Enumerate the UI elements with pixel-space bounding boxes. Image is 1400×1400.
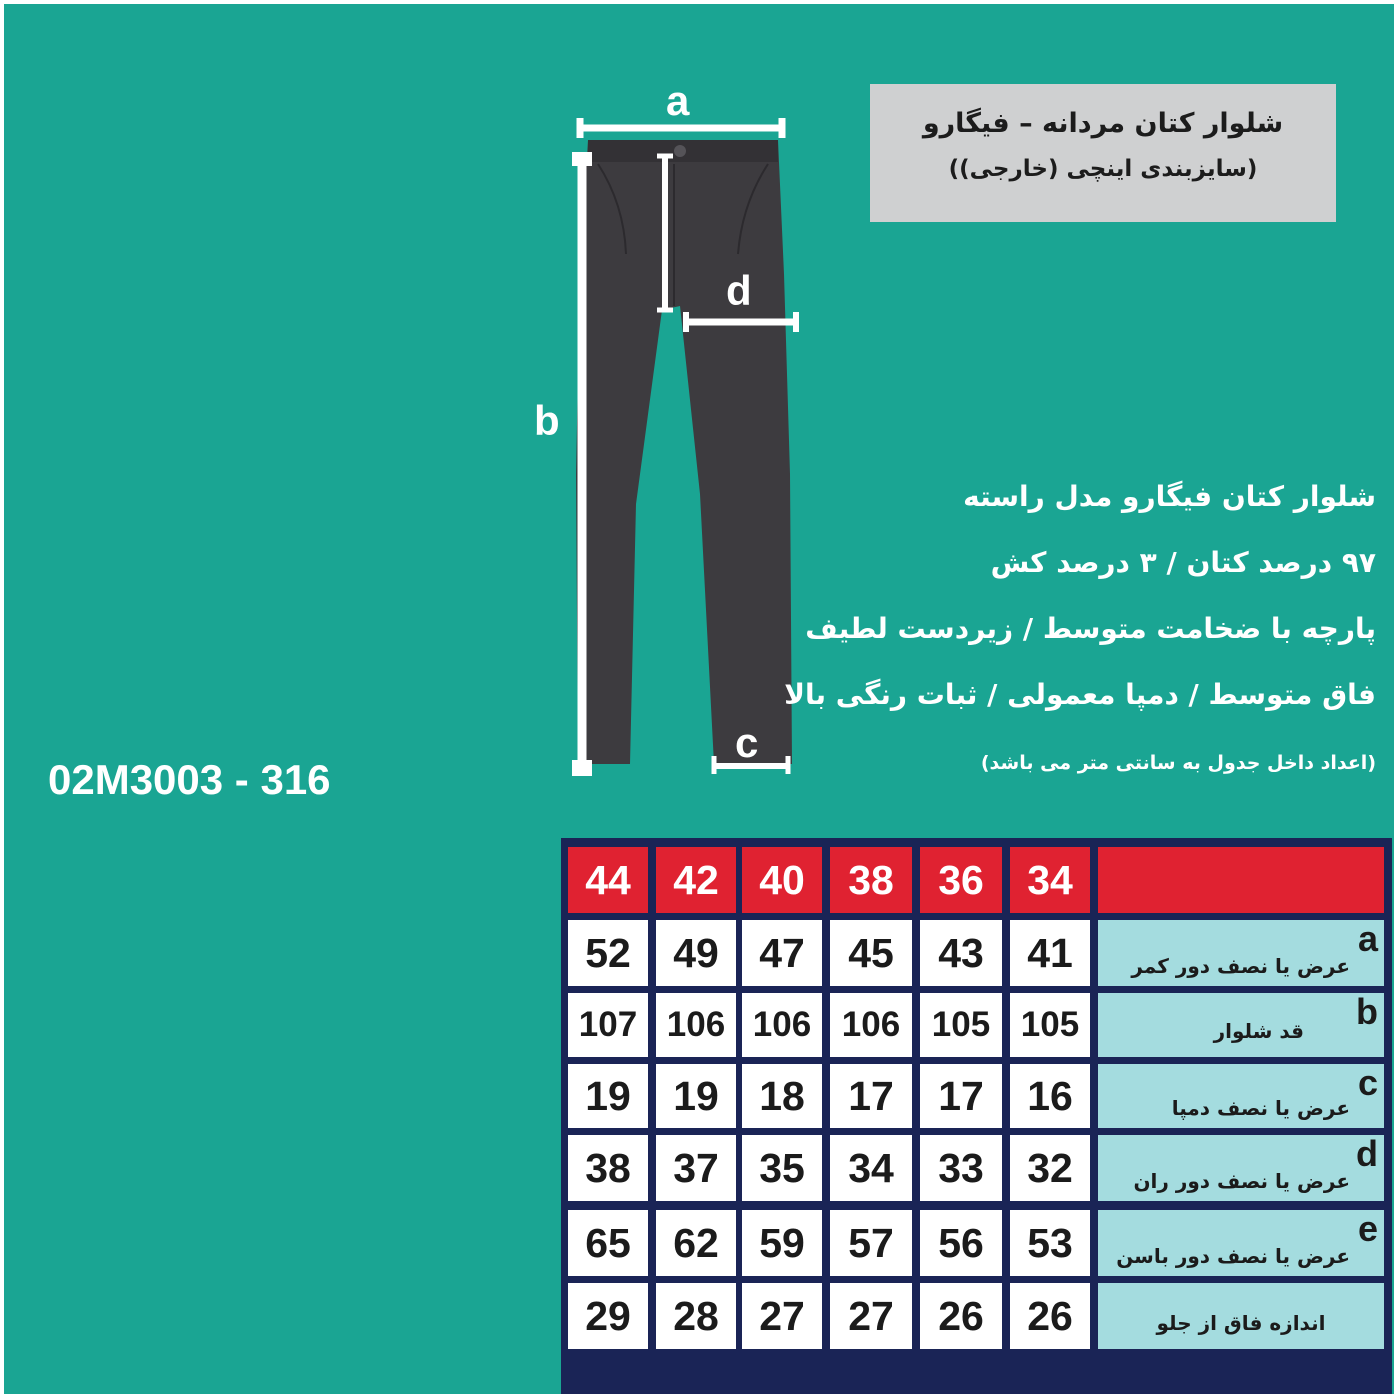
product-title: شلوار کتان مردانه – فیگارو xyxy=(922,108,1284,139)
row-label-cell xyxy=(1098,920,1384,986)
title-box xyxy=(870,84,1336,222)
size-header-cell: 40 xyxy=(742,847,822,913)
table-cell: 16 xyxy=(1010,1064,1090,1128)
row-label-cell xyxy=(1098,1283,1384,1349)
row-label-text: اندازه فاق از جلو xyxy=(1156,1311,1326,1335)
table-cell: 65 xyxy=(568,1210,648,1276)
row-label-text: عرض یا نصف دور کمر xyxy=(1131,954,1350,978)
row-letter: b xyxy=(1356,991,1378,1032)
header-label-cell xyxy=(1098,847,1384,913)
table-cell: 106 xyxy=(742,993,822,1057)
size-header-cell: 44 xyxy=(568,847,648,913)
table-cell: 105 xyxy=(920,993,1002,1057)
units-note: (اعداد داخل جدول به سانتی متر می باشد) xyxy=(980,752,1376,774)
row-label-cell xyxy=(1098,1064,1384,1128)
trousers-shape xyxy=(576,140,792,764)
table-cell: 106 xyxy=(830,993,912,1057)
size-header-cell: 38 xyxy=(830,847,912,913)
dimension-label-a: a xyxy=(666,77,690,124)
description-line: ۹۷ درصد کتان / ۳ درصد کش xyxy=(990,546,1376,579)
description-line: پارچه با ضخامت متوسط / زیردست لطیف xyxy=(805,612,1376,645)
row-label-cell xyxy=(1098,1210,1384,1276)
product-code: 02M3003 - 316 xyxy=(48,756,331,803)
table-cell: 52 xyxy=(568,920,648,986)
row-letter: c xyxy=(1357,1062,1378,1103)
table-cell: 27 xyxy=(830,1283,912,1349)
table-cell: 45 xyxy=(830,920,912,986)
table-cell: 33 xyxy=(920,1135,1002,1201)
table-cell: 28 xyxy=(656,1283,736,1349)
row-letter: a xyxy=(1357,918,1378,959)
dimension-label-c: c xyxy=(735,719,759,766)
table-cell: 32 xyxy=(1010,1135,1090,1201)
table-cell: 35 xyxy=(742,1135,822,1201)
row-label-text: قد شلوار xyxy=(1213,1019,1304,1043)
table-cell: 18 xyxy=(742,1064,822,1128)
row-label-text: عرض یا نصف دور ران xyxy=(1133,1169,1350,1193)
table-cell: 49 xyxy=(656,920,736,986)
table-cell: 27 xyxy=(742,1283,822,1349)
description-line: شلوار کتان فیگارو مدل راسته xyxy=(963,480,1376,513)
table-cell: 29 xyxy=(568,1283,648,1349)
table-cell: 107 xyxy=(568,993,648,1057)
table-cell: 37 xyxy=(656,1135,736,1201)
button-icon xyxy=(674,145,686,157)
dimension-label-b: b xyxy=(534,397,560,444)
description-line: فاق متوسط / دمپا معمولی / ثبات رنگی بالا xyxy=(784,678,1376,711)
table-cell: 43 xyxy=(920,920,1002,986)
table-cell: 53 xyxy=(1010,1210,1090,1276)
table-cell: 17 xyxy=(830,1064,912,1128)
table-cell: 38 xyxy=(568,1135,648,1201)
table-cell: 57 xyxy=(830,1210,912,1276)
row-letter: e xyxy=(1357,1208,1378,1249)
row-letter: d xyxy=(1356,1133,1378,1174)
table-cell: 41 xyxy=(1010,920,1090,986)
size-table xyxy=(561,838,1392,1394)
row-label-text: عرض یا نصف دور باسن xyxy=(1116,1244,1350,1268)
table-cell: 56 xyxy=(920,1210,1002,1276)
size-header-cell: 42 xyxy=(656,847,736,913)
row-label-cell xyxy=(1098,993,1384,1057)
size-header-cell: 34 xyxy=(1010,847,1090,913)
product-subtitle: (سایزبندی اینچی (خارجی)) xyxy=(948,156,1258,182)
table-cell: 19 xyxy=(656,1064,736,1128)
table-cell: 106 xyxy=(656,993,736,1057)
table-cell: 26 xyxy=(1010,1283,1090,1349)
table-cell: 47 xyxy=(742,920,822,986)
dimension-label-d: d xyxy=(726,267,752,314)
size-header-cell: 36 xyxy=(920,847,1002,913)
trousers-diagram xyxy=(524,74,824,794)
table-cell: 17 xyxy=(920,1064,1002,1128)
table-cell: 26 xyxy=(920,1283,1002,1349)
size-chart-canvas xyxy=(4,4,1394,1394)
table-cell: 59 xyxy=(742,1210,822,1276)
table-cell: 19 xyxy=(568,1064,648,1128)
table-cell: 34 xyxy=(830,1135,912,1201)
table-cell: 105 xyxy=(1010,993,1090,1057)
row-label-cell xyxy=(1098,1135,1384,1201)
row-label-text: عرض یا نصف دمپا xyxy=(1171,1096,1350,1120)
table-cell: 62 xyxy=(656,1210,736,1276)
